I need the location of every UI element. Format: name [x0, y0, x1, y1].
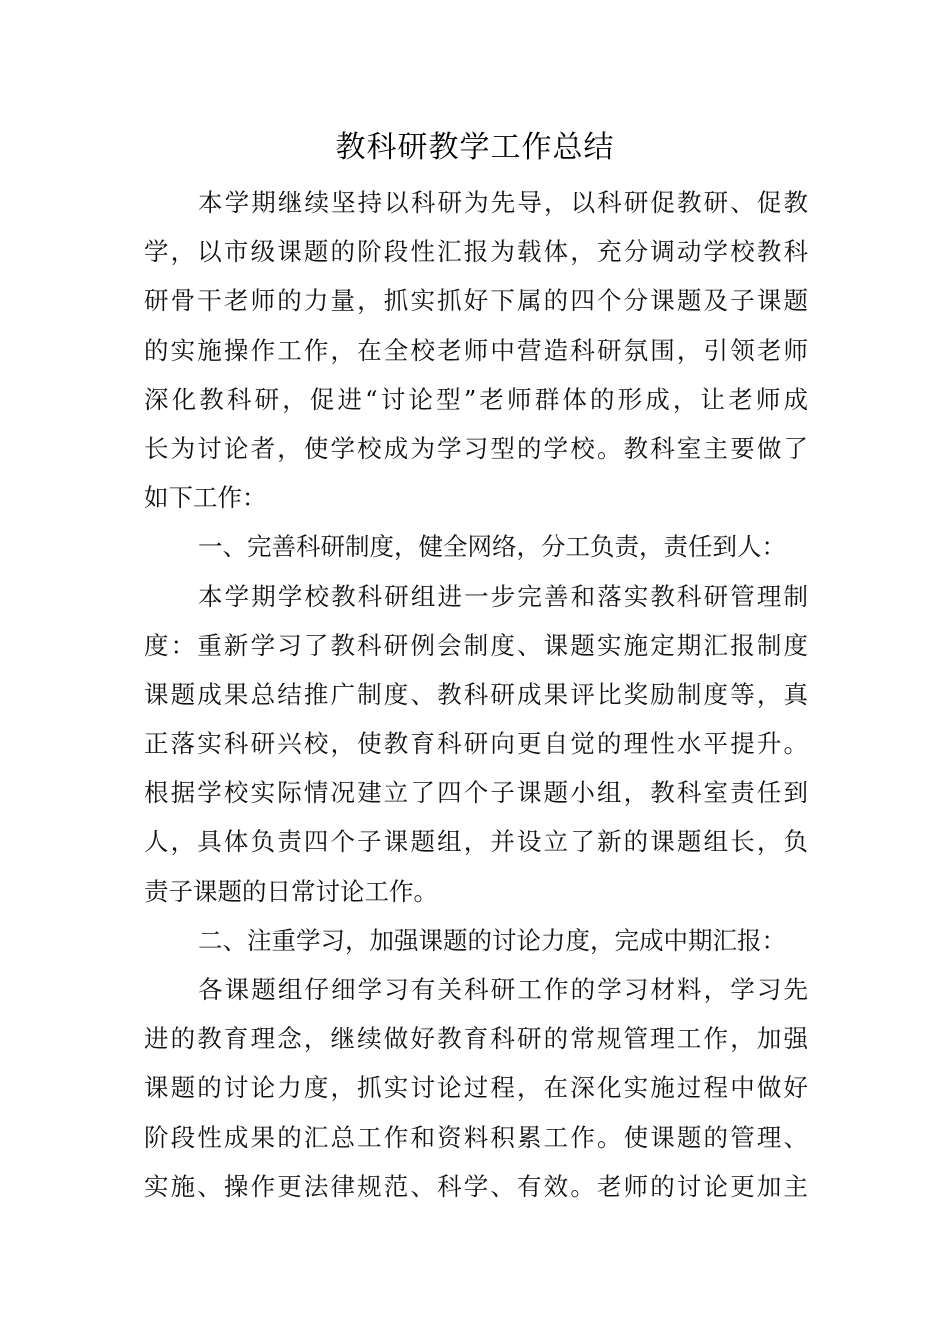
text-line: 实施、操作更法律规范、科学、有效。老师的讨论更加主 [144, 1171, 808, 1201]
text-line: 的实施操作工作，在全校老师中营造科研氛围，引领老师 [144, 335, 808, 365]
document-title: 教科研教学工作总结 [335, 130, 615, 165]
text-line: 一、完善科研制度，健全网络，分工负责，责任到人： [198, 532, 786, 562]
text-line: 进的教育理念，继续做好教育科研的常规管理工作，加强 [144, 1024, 808, 1054]
text-line: 人，具体负责四个子课题组，并设立了新的课题组长，负 [144, 827, 808, 857]
text-line: 本学期学校教科研组进一步完善和落实教科研管理制 [198, 581, 808, 611]
text-line: 如下工作： [144, 483, 267, 513]
text-line: 阶段性成果的汇总工作和资料积累工作。使课题的管理、 [144, 1122, 808, 1152]
document-body [144, 178, 808, 1211]
text-line: 研骨干老师的力量，抓实抓好下属的四个分课题及子课题 [144, 286, 808, 316]
text-line: 深化教科研，促进“讨论型”老师群体的形成，让老师成 [144, 384, 808, 414]
text-line: 正落实科研兴校，使教育科研向更自觉的理性水平提升。 [144, 729, 808, 759]
text-line: 长为讨论者，使学校成为学习型的学校。教科室主要做了 [144, 433, 808, 463]
text-line: 度：重新学习了教科研例会制度、课题实施定期汇报制度 [144, 630, 808, 660]
text-line: 责子课题的日常讨论工作。 [144, 876, 438, 906]
text-line: 课题成果总结推广制度、教科研成果评比奖励制度等，真 [144, 679, 808, 709]
text-line: 学，以市级课题的阶段性汇报为载体，充分调动学校教科 [144, 237, 808, 267]
text-line: 本学期继续坚持以科研为先导，以科研促教研、促教 [198, 188, 808, 217]
text-line: 课题的讨论力度，抓实讨论过程，在深化实施过程中做好 [144, 1073, 808, 1103]
text-line: 根据学校实际情况建立了四个子课题小组，教科室责任到 [144, 778, 808, 808]
text-line: 二、注重学习，加强课题的讨论力度，完成中期汇报： [198, 925, 786, 955]
text-line: 各课题组仔细学习有关科研工作的学习材料，学习先 [198, 975, 808, 1004]
